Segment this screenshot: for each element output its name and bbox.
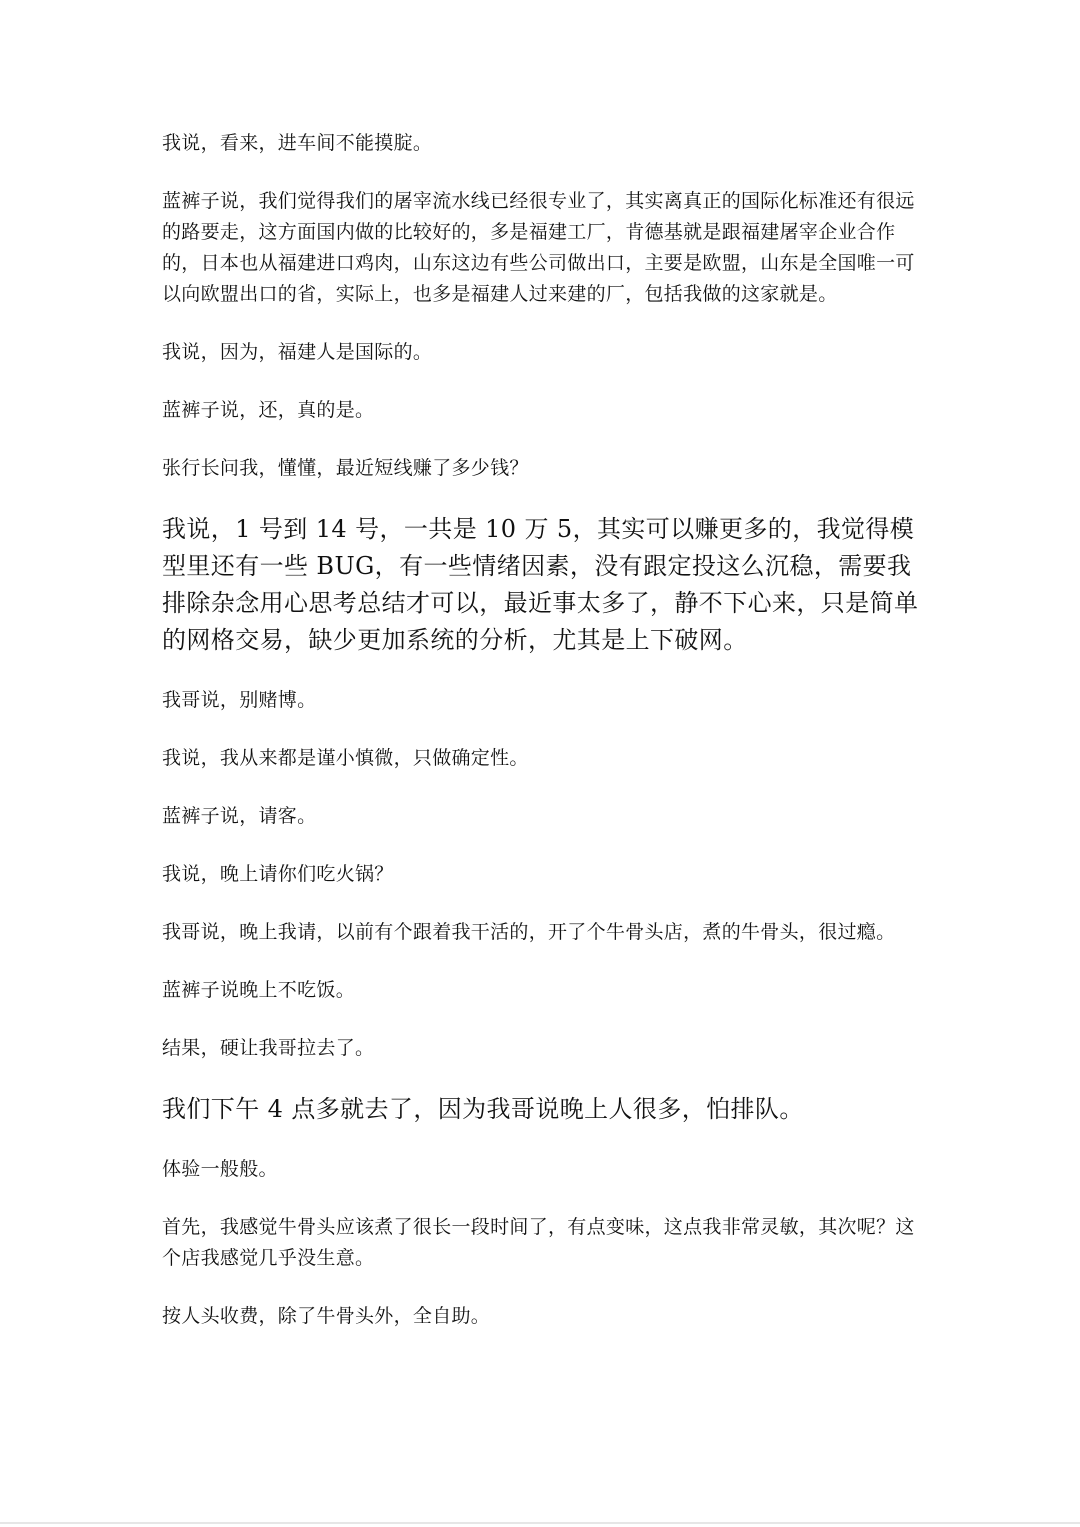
paragraph-6: 我说，1 号到 14 号，一共是 10 万 5，其实可以赚更多的，我觉得模型里还有一些 BUG，有一些情绪因素，没有跟定投这么沉稳，需要我排除杂念用心思考总结才可以，最近事太多了，静不下心来，只是简单的网格交易，缺少更加系统的分析，尤其是上下破网。: [162, 515, 919, 654]
document-body: [162, 128, 922, 1359]
paragraph-12: 蓝裤子说晚上不吃饭。: [162, 979, 356, 1001]
paragraph-10: 我说，晚上请你们吃火锅？: [162, 863, 394, 885]
paragraph-4: 蓝裤子说，还，真的是。: [162, 399, 375, 421]
page-bottom-divider: [0, 1522, 1080, 1524]
paragraph-13: 结果，硬让我哥拉去了。: [162, 1037, 375, 1059]
paragraph-8: 我说，我从来都是谨小慎微，只做确定性。: [162, 747, 529, 769]
paragraph-2: 蓝裤子说，我们觉得我们的屠宰流水线已经很专业了，其实离真正的国际化标准还有很远的路要走，这方面国内做的比较好的，多是福建工厂，肯德基就是跟福建屠宰企业合作的，日本也从福建进口鸡肉，山东这边有些公司做出口，主要是欧盟，山东是全国唯一可以向欧盟出口的省，实际上，也多是福建人过来建的厂，包括我做的这家就是。: [162, 190, 915, 305]
paragraph-14: 我们下午 4 点多就去了，因为我哥说晚上人很多，怕排队。: [162, 1095, 804, 1123]
paragraph-15: 体验一般般。: [162, 1158, 278, 1180]
paragraph-11: 我哥说，晚上我请，以前有个跟着我干活的，开了个牛骨头店，煮的牛骨头，很过瘾。: [162, 921, 896, 943]
paragraph-5: 张行长问我，懂懂，最近短线赚了多少钱？: [162, 457, 529, 479]
paragraph-17: 按人头收费，除了牛骨头外，全自助。: [162, 1305, 491, 1327]
paragraph-9: 蓝裤子说，请客。: [162, 805, 317, 827]
paragraph-1: 我说，看来，进车间不能摸腚。: [162, 132, 433, 154]
paragraph-3: 我说，因为，福建人是国际的。: [162, 341, 433, 363]
paragraph-7: 我哥说，别赌博。: [162, 689, 317, 711]
paragraph-16: 首先，我感觉牛骨头应该煮了很长一段时间了，有点变味，这点我非常灵敏，其次呢？这个店我感觉几乎没生意。: [162, 1216, 915, 1269]
